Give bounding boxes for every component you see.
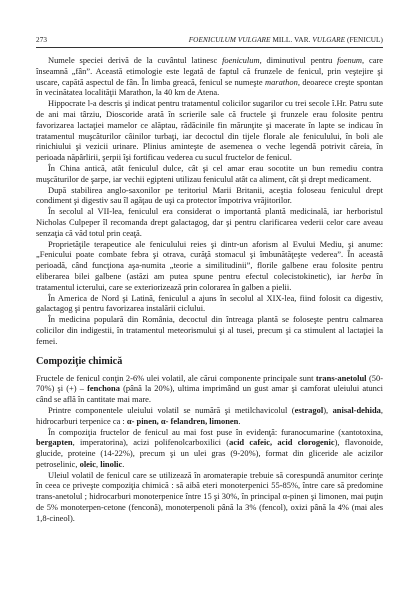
paragraph-etymology: Numele speciei derivă de la cuvântul latinesc foeniculum, diminutivul pentru foenum, care înseamnă „fân”. Această etimologie este legată de faptul că frunzele de fenicul, prin veştejire şi uscare, capătă aspectul de fân. În limba greacă, fenicul se numeşte marathon, deoarece creşte spontan în vecinătatea localităţii Marathon, la 40 km de Atena. [36, 55, 384, 98]
page-number: 273 [36, 36, 48, 44]
paragraph-romania: În medicina populară din România, decoctul din întreaga plantă se foloseşte pentru calmarea colicilor din indigestii, în tratamentul meteorismului şi al tusei, precum şi ca stimulent al lactaţiei la femei. [36, 314, 383, 346]
paragraph-middle-ages: Proprietăţile terapeutice ale feniculului reies şi dintr-un aforism al Evului Mediu, şi anume: „Fenicului poate combate febra şi otrava, curăţă stomacul şi îmbunătăţeşte vederea”. În această perioadă, când funcţiona aşa-numita „teorie a similitudinii”, florile galbene erau folosite pentru eliberarea bilei galbene (astăzi am putea spune pentru efectul colecistokinetic), iar herba în tratamentul icterului, care se exteriorizează prin colorarea în galben a pielii. [36, 238, 383, 292]
paragraph-america: În America de Nord şi Latină, feniculul a ajuns în secolul al XIX-lea, fiind folosit ca digestiv, galactagog şi pentru favorizarea instalării ciclului. [36, 292, 383, 314]
paragraph-china: În China antică, atât feniculul dulce, cât şi cel amar erau socotite un bun remediu contra muşcăturilor de şarpe, iar vechii egipteni utilizau feniculul atât ca aliment, cât şi drept medicament. [36, 162, 383, 184]
paragraph-anglo-saxons: După stabilirea anglo-saxonilor pe teritoriul Marii Britanii, aceştia foloseau feniculul drept condiment şi digestiv sau îl agăţau de uşi ca protector împotriva vrăjitorilor. [36, 184, 383, 206]
running-title: FOENICULUM VULGARE MILL. VAR. VULGARE (FENICUL) [188, 36, 383, 44]
paragraph-composition: În compoziţia fructelor de fenicul au mai fost puse în evidenţă: furanocumarine (xantotoxina, bergapten, imperatorina), acizi polifenolcarboxilici (acid cafeic, acid clorogenic), flavonoide, glucide, proteine (14-22%), precum şi un ulei gras (9-20%), format din gliceride ale acizilor petroselinic, oleic, linolic. [36, 426, 383, 469]
paragraph-hippocrates: Hippocrate l-a descris şi indicat pentru tratamentul colicilor sugarilor cu trei secole î.Hr. Patru sute de ani mai târziu, Dioscoride arată în scrierile sale că fructele şi frunzele erau folosite pentru favorizarea lactaţiei mamelor ce alăptau, rădăcinile fin mărunţite şi macerate în lapte se indicau în tratamentul muşcăturilor câinilor turbaţi, iar decoctul din tijele florale ale feniculului, în boli ale rinichiului şi vezicii urinare. Plinius aminteşte de asemenea o veche legendă potrivit căreia, în perioada năpârlirii, şerpii îşi fortificau vederea cu sucul fructelor de fenicul. [36, 98, 383, 163]
paragraph-components: Printre componentele uleiului volatil se numără şi metilchavicolul (estragol), anisal-dehida, hidrocarburi terpenice ca : α- pinen, α- felandren, limonen. [36, 404, 383, 426]
paragraph-volatile-oil: Fructele de fenicul conţin 2-6% ulei volatil, ale cărui componente principale sunt trans-anetolul (50-70%) şi (+) – fenchona (până la 20%), ultima imprimând un gust amar şi camforat uleiului atunci când se află în cantitate mai mare. [36, 372, 384, 405]
section-title: Compoziţie chimică [36, 355, 123, 367]
paragraph-aromatherapy: Uleiul volatil de fenicul care se utilizează în aromaterapie trebuie să corespundă anumitor cerinţe în ceea ce priveşte compoziţia chimică : să aibă eteri monoterpenici 55-85%, între care să predomine trans-anetolul ; hidrocarburi monoterpenice între 15 şi 30%, în principal α-pinen şi limonen, mai puţin de 5% monoterpen-cetone (fenconă), monoterpenoli până la 3% (fencol), oxizi până la 4% (mai ales 1,8-cineol). [36, 469, 383, 523]
running-header [36, 36, 383, 48]
paragraph-culpeper: În secolul al VII-lea, feniculul era considerat o importantă plantă medicinală, iar herboristul Nicholas Culpeper îl recomanda drept galactagog, dar şi pentru clarificarea vederii celor care aveau senzaţia că văd totul prin ceaţă. [36, 206, 383, 238]
